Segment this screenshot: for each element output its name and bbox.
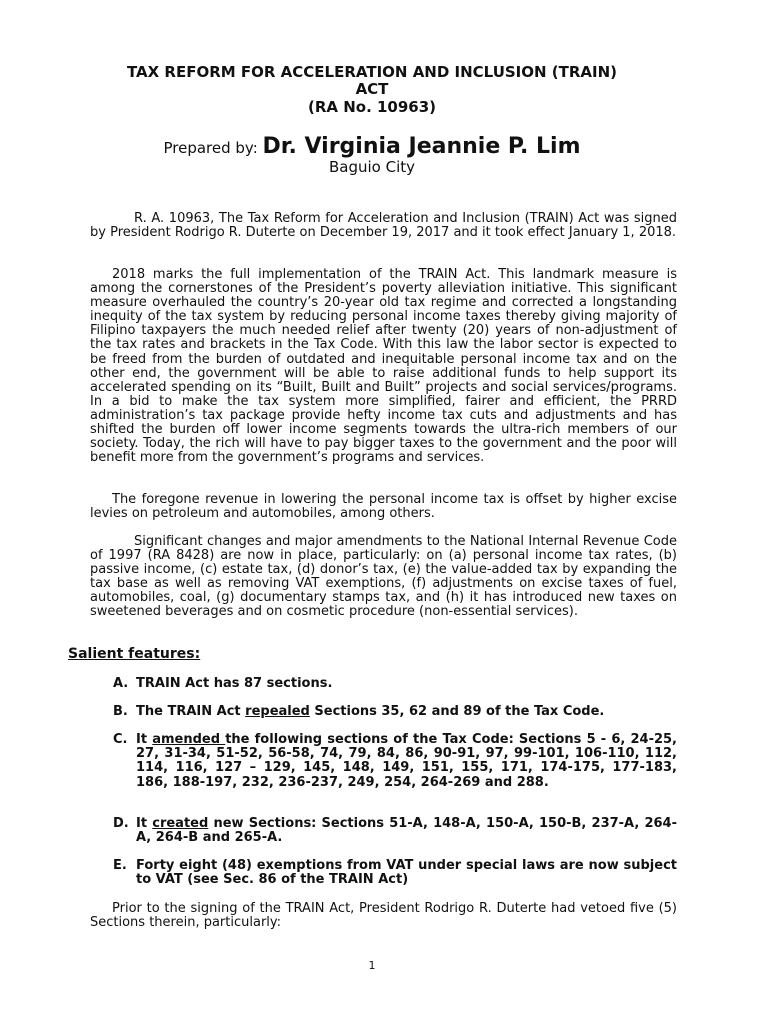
feature-text-pre: It bbox=[136, 732, 153, 747]
prepared-by-line bbox=[0, 134, 744, 159]
salient-features-heading: Salient features: bbox=[68, 646, 201, 662]
salient-feature-e bbox=[113, 859, 677, 887]
feature-text-post: Sections 35, 62 and 89 of the Tax Code. bbox=[309, 704, 605, 719]
document-title-line-2: ACT bbox=[355, 80, 389, 98]
list-marker: A. bbox=[113, 676, 129, 691]
feature-text-pre: The TRAIN Act bbox=[136, 704, 246, 719]
salient-feature-c bbox=[113, 733, 677, 790]
paragraph-intro: R. A. 10963, The Tax Reform for Acceleration and Inclusion (TRAIN) Act was signed by President Rodrigo R. Duterte on December 19, 2017 and it took effect January 1, 2018. bbox=[90, 211, 677, 241]
feature-keyword-amended: amended bbox=[152, 732, 226, 747]
feature-text-post: new Sections: Sections 51-A, 148-A, 150-A, 150-B, 237-A, 264-A, 264-B and 265-A. bbox=[136, 816, 678, 846]
feature-text bbox=[136, 817, 677, 845]
prepared-by-label: Prepared by: bbox=[163, 139, 263, 157]
paragraph-amendments: Significant changes and major amendments to the National Internal Revenue Code of 1997 (RA 8428) are now in place, particularly: on (a) personal income tax rates, (b) passive income, (c) estate tax, (d) donor’s tax, (e) the value-added tax by expanding the tax base as well as removing VAT exemptions, (f) adjustments on excise taxes of fuel, automobiles, coal, (g) documentary stamps tax, and (h) it has introduced new taxes on sweetened beverages and on cosmetic procedure (non-essential services). bbox=[90, 534, 677, 620]
feature-text: Forty eight (48) exemptions from VAT under special laws are now subject to VAT (see Sec. 86 of the TRAIN Act) bbox=[136, 858, 677, 888]
list-marker: E. bbox=[113, 858, 127, 873]
list-marker: C. bbox=[113, 732, 128, 747]
feature-text bbox=[136, 705, 677, 719]
feature-text bbox=[136, 733, 677, 790]
list-marker: B. bbox=[113, 704, 128, 719]
salient-feature-d bbox=[113, 817, 677, 845]
page-number: 1 bbox=[368, 959, 376, 972]
document-title-line-3: (RA No. 10963) bbox=[307, 98, 437, 116]
salient-feature-a bbox=[113, 677, 677, 691]
feature-text: TRAIN Act has 87 sections. bbox=[136, 676, 333, 691]
feature-text-post: the following sections of the Tax Code: Sections 5 - 6, 24-25, 27, 31-34, 51-52, 56-58, 74, 79, 84, 86, 90-91, 97, 99-101, 106-110, 112, 114, 116, 127 – 129, 145, 148, 149, 151, 155, 171, 174-175, 177-183, 186, 188-197, 232, 236-237, 249, 254, 264-269 and 288. bbox=[136, 732, 677, 790]
feature-keyword-created: created bbox=[152, 816, 209, 831]
feature-keyword-repealed: repealed bbox=[245, 704, 310, 719]
feature-text-pre: It bbox=[136, 816, 153, 831]
paragraph-foregone-revenue: The foregone revenue in lowering the personal income tax is offset by higher excise levies on petroleum and automobiles, among others. bbox=[90, 492, 677, 522]
paragraph-veto: Prior to the signing of the TRAIN Act, President Rodrigo R. Duterte had vetoed five (5) Sections therein, particularly: bbox=[90, 901, 677, 931]
author-city: Baguio City bbox=[328, 158, 416, 176]
paragraph-implementation: 2018 marks the full implementation of the TRAIN Act. This landmark measure is among the cornerstones of the President’s poverty alleviation initiative. This significant measure overhauled the country’s 20-year old tax regime and corrected a longstanding inequity of the tax system by reducing personal income taxes thereby giving majority of Filipino taxpayers the much needed relief after twenty (20) years of non-adjustment of the tax rates and brackets in the Tax Code. With this law the labor sector is expected to be freed from the burden of outdated and inequitable personal income tax and on the other end, the government will be able to raise additional funds to help support its accelerated spending on its “Built, Built and Built” projects and social services/programs. In a bid to make the tax system more simplified, fairer and efficient, the PRRD administration’s tax package provide hefty income tax cuts and adjustments and has shifted the burden off lower income segments towards the ultra-rich members of our society. Today, the rich will have to pay bigger taxes to the government and the poor will benefit more from the government’s programs and services. bbox=[90, 267, 677, 466]
salient-feature-b bbox=[113, 705, 677, 719]
author-name: Dr. Virginia Jeannie P. Lim bbox=[262, 134, 581, 159]
list-marker: D. bbox=[113, 816, 129, 831]
document-title-line-1: TAX REFORM FOR ACCELERATION AND INCLUSION (TRAIN) bbox=[126, 63, 618, 81]
